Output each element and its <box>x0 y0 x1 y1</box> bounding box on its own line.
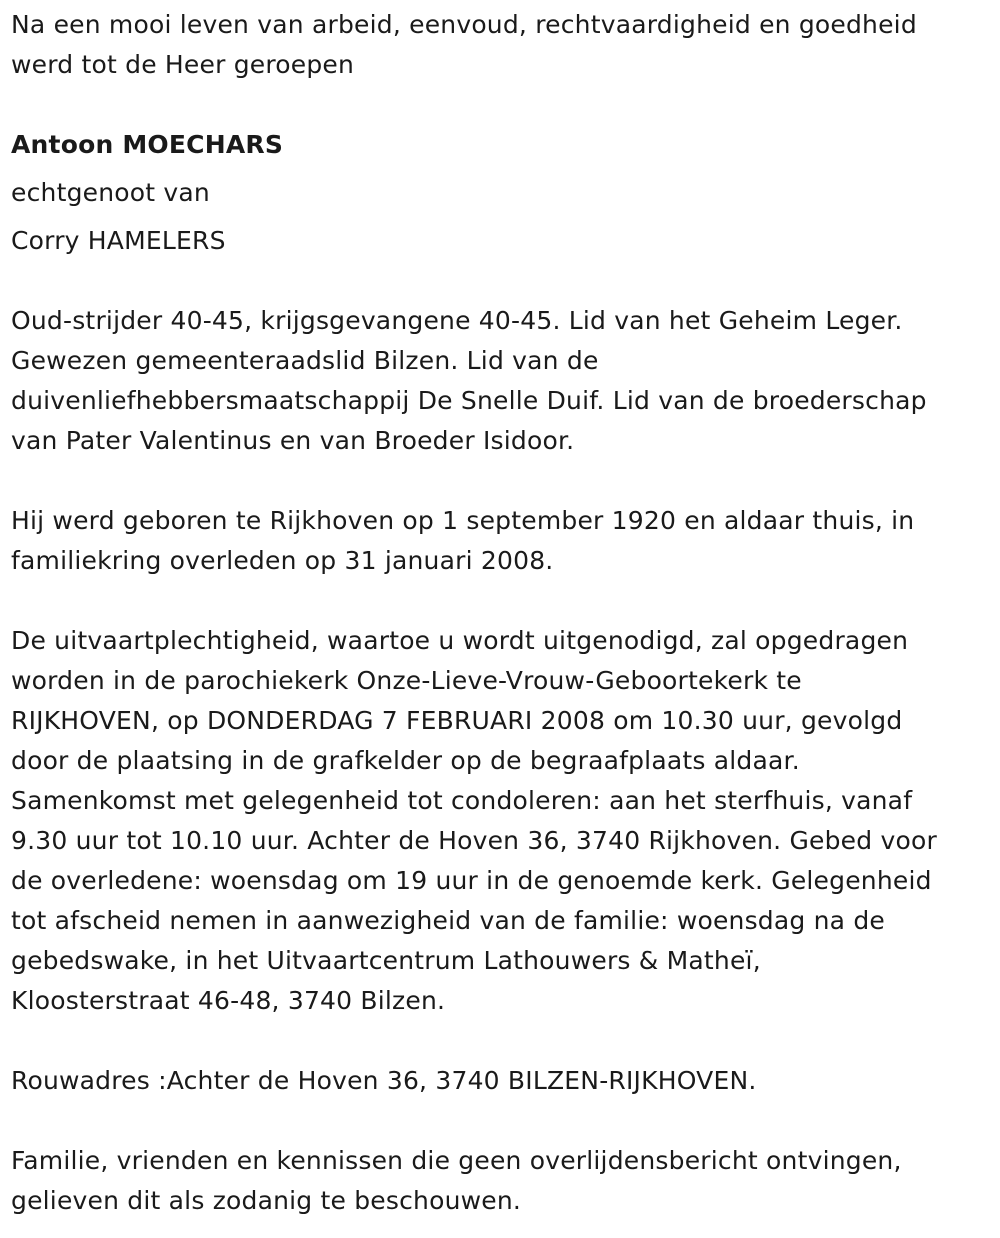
funeral-line: gebedswake, in het Uitvaartcentrum Lathouwers & Matheï, <box>11 946 761 975</box>
funeral-line: door de plaatsing in de grafkelder op de begraafplaats aldaar. <box>11 746 800 775</box>
birth-death-line: familiekring overleden op 31 januari 2008. <box>11 546 554 575</box>
funeral-line: worden in de parochiekerk Onze-Lieve-Vrouw-Geboortekerk te <box>11 666 802 695</box>
birth-death-line: Hij werd geboren te Rijkhoven op 1 september 1920 en aldaar thuis, in <box>11 506 915 535</box>
funeral-line: Samenkomst met gelegenheid tot condoleren: aan het sterfhuis, vanaf <box>11 786 913 815</box>
intro-line: Na een mooi leven van arbeid, eenvoud, rechtvaardigheid en goedheid <box>11 10 917 39</box>
closing-line: Familie, vrienden en kennissen die geen overlijdensbericht ontvingen, <box>11 1146 902 1175</box>
funeral-line: 9.30 uur tot 10.10 uur. Achter de Hoven 36, 3740 Rijkhoven. Gebed voor <box>11 826 937 855</box>
spouse-name: Corry HAMELERS <box>11 226 226 255</box>
bio-line: van Pater Valentinus en van Broeder Isidoor. <box>11 426 575 455</box>
bio-line: duivenliefhebbersmaatschappij De Snelle Duif. Lid van de broederschap <box>11 386 927 415</box>
bio-line: Gewezen gemeenteraadslid Bilzen. Lid van de <box>11 346 599 375</box>
bio-line: Oud-strijder 40-45, krijgsgevangene 40-45. Lid van het Geheim Leger. <box>11 306 903 335</box>
mourning-address: Rouwadres :Achter de Hoven 36, 3740 BILZEN-RIJKHOVEN. <box>11 1066 757 1095</box>
funeral-line: de overledene: woensdag om 19 uur in de genoemde kerk. Gelegenheid <box>11 866 932 895</box>
intro-line: werd tot de Heer geroepen <box>11 50 355 79</box>
funeral-line: De uitvaartplechtigheid, waartoe u wordt uitgenodigd, zal opgedragen <box>11 626 909 655</box>
funeral-line: RIJKHOVEN, op DONDERDAG 7 FEBRUARI 2008 om 10.30 uur, gevolgd <box>11 706 903 735</box>
funeral-line: Kloosterstraat 46-48, 3740 Bilzen. <box>11 986 446 1015</box>
relation-text: echtgenoot van <box>11 178 210 207</box>
deceased-name: Antoon MOECHARS <box>11 130 284 159</box>
closing-line: gelieven dit als zodanig te beschouwen. <box>11 1186 522 1215</box>
funeral-line: tot afscheid nemen in aanwezigheid van de familie: woensdag na de <box>11 906 885 935</box>
